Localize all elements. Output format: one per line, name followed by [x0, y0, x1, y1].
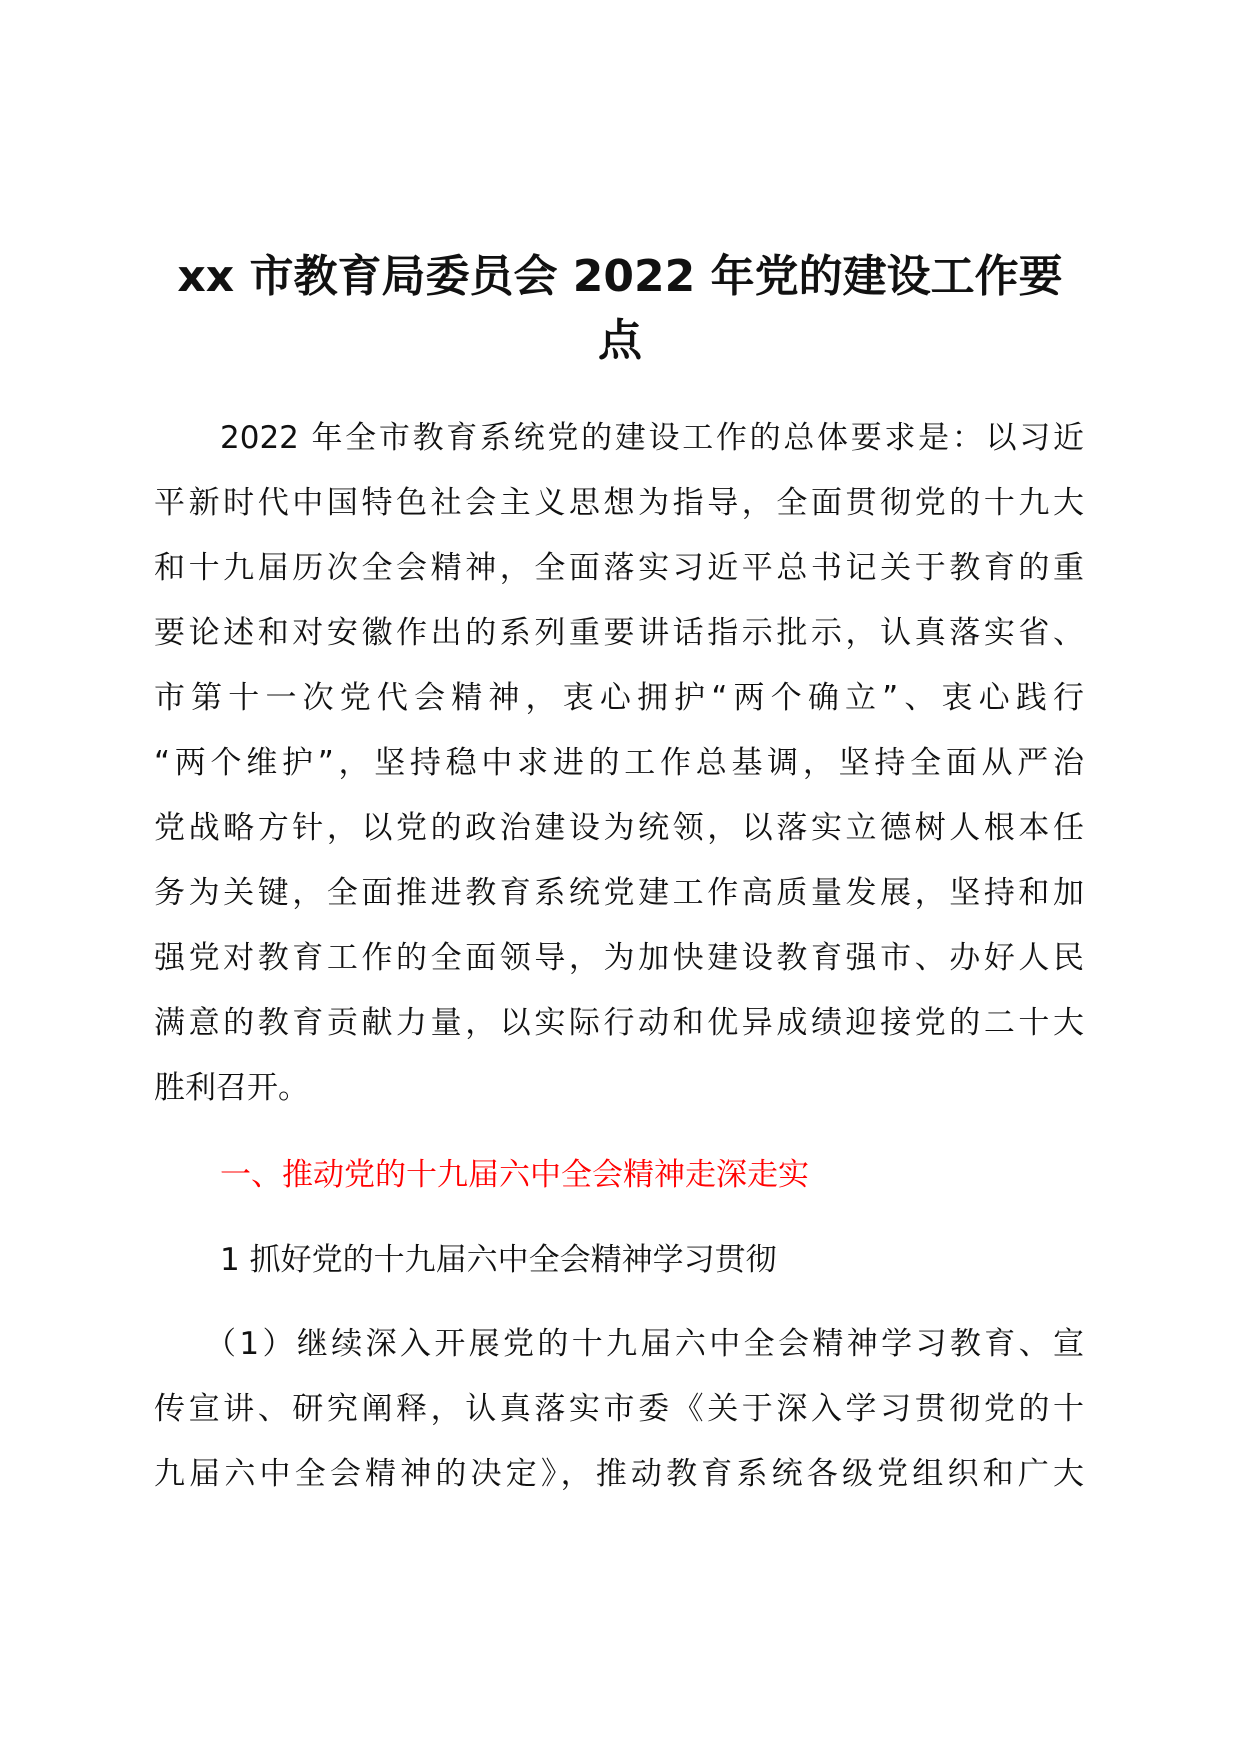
document-title-line-1: xx 市教育局委员会 2022 年党的建设工作要 — [177, 251, 1063, 302]
paragraph-line: 市第十一次党代会精神，衷心拥护“两个确立”、衷心践行 — [154, 680, 1084, 716]
paragraph-line: 平新时代中国特色社会主义思想为指导，全面贯彻党的十九大 — [154, 485, 1084, 521]
subsection-heading: 1 抓好党的十九届六中全会精神学习贯彻 — [220, 1242, 777, 1278]
paragraph-line: 九届六中全会精神的决定》，推动教育系统各级党组织和广大 — [154, 1456, 1084, 1492]
paragraph-line: （1）继续深入开展党的十九届六中全会精神学习教育、宣 — [205, 1326, 1084, 1362]
paragraph-line: 和十九届历次全会精神，全面落实习近平总书记关于教育的重 — [154, 550, 1084, 586]
document-title-line-2: 点 — [598, 315, 642, 366]
paragraph-line: 胜利召开。 — [154, 1070, 309, 1106]
paragraph-line: 要论述和对安徽作出的系列重要讲话指示批示，认真落实省、 — [154, 615, 1084, 651]
paragraph-line: 满意的教育贡献力量，以实际行动和优异成绩迎接党的二十大 — [154, 1005, 1084, 1041]
paragraph-line: 2022 年全市教育系统党的建设工作的总体要求是：以习近 — [220, 420, 1084, 456]
section-heading: 一、推动党的十九届六中全会精神走深走实 — [220, 1157, 809, 1193]
paragraph-line: 务为关键，全面推进教育系统党建工作高质量发展，坚持和加 — [154, 875, 1084, 911]
paragraph-line: 传宣讲、研究阐释，认真落实市委《关于深入学习贯彻党的十 — [154, 1391, 1084, 1427]
paragraph-line: “两个维护”，坚持稳中求进的工作总基调，坚持全面从严治 — [154, 745, 1084, 781]
paragraph-line: 强党对教育工作的全面领导，为加快建设教育强市、办好人民 — [154, 940, 1084, 976]
paragraph-line: 党战略方针，以党的政治建设为统领，以落实立德树人根本任 — [154, 810, 1084, 846]
